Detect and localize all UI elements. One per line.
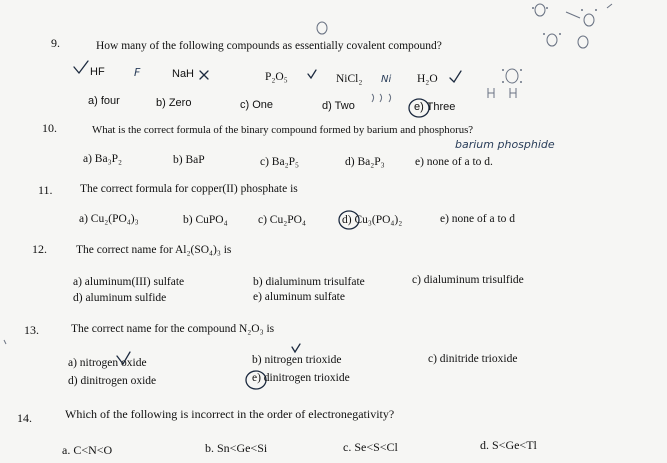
option-9a: a) four <box>88 95 120 107</box>
option-13b: b) nitrogen trioxide <box>252 354 342 366</box>
option-14b: b. Sn<Ge<Si <box>205 441 268 455</box>
option-13d: d) dinitrogen oxide <box>68 375 157 387</box>
handwritten-f: F <box>134 66 141 79</box>
option-12a: a) aluminum(III) sulfate <box>73 276 185 288</box>
option-9c: c) One <box>240 99 274 111</box>
compound-nah: NaH <box>172 68 195 80</box>
question-14-number: 14. <box>17 411 32 425</box>
option-9b: b) Zero <box>156 97 192 109</box>
question-10-prompt: What is the correct formula of the binary compound formed by barium and phosphorus? <box>92 124 474 136</box>
question-9-number: 9. <box>51 36 60 50</box>
question-13-number: 13. <box>24 323 39 337</box>
question-14-prompt: Which of the following is incorrect in the order of electronegativity? <box>65 407 395 421</box>
compound-nicl2: NiCl₂ <box>336 73 363 85</box>
option-10a: a) Ba₃P₂ <box>83 153 122 165</box>
option-14d: d. S<Ge<Tl <box>480 438 537 452</box>
compound-hf: HF <box>90 66 105 78</box>
question-9-prompt: How many of the following compounds as essentially covalent compound? <box>96 40 442 52</box>
option-11b: b) CuPO₄ <box>183 214 228 226</box>
option-13c: c) dinitride trioxide <box>428 353 518 365</box>
option-14a: a. C<N<O <box>62 443 113 457</box>
question-10-number: 10. <box>42 121 57 135</box>
option-11a: a) Cu₂(PO₄)₃ <box>79 213 139 225</box>
option-9e: e) Three <box>414 101 456 113</box>
option-9d: d) Two <box>322 100 355 112</box>
option-14c: c. Se<S<Cl <box>343 440 398 454</box>
question-13-prompt: The correct name for the compound N₂O₃ is <box>71 323 275 335</box>
handwritten-barium-phosphide: barium phosphide <box>455 138 555 151</box>
question-12-number: 12. <box>32 242 47 256</box>
option-10c: c) Ba₂P₅ <box>260 156 299 168</box>
option-10d: d) Ba₂P₃ <box>345 156 385 168</box>
option-12e: e) aluminum sulfate <box>253 291 345 303</box>
compound-p2o5: P₂O₅ <box>265 71 288 83</box>
option-12d: d) aluminum sulfide <box>73 292 167 304</box>
handwritten-ni: Ni <box>381 74 392 85</box>
question-11-number: 11. <box>38 183 53 197</box>
option-10e: e) none of a to d. <box>415 156 493 168</box>
option-13e: e) dinitrogen trioxide <box>252 372 350 384</box>
option-11d: d) Cu₃(PO₄)₂ <box>342 214 403 226</box>
option-13a: a) nitrogen oxide <box>68 357 147 369</box>
option-12b: b) dialuminum trisulfate <box>253 276 365 288</box>
question-12-prompt: The correct name for Al₂(SO₄)₃ is <box>76 244 232 256</box>
compound-h2o: H₂O <box>417 73 438 85</box>
option-11e: e) none of a to d <box>440 213 516 225</box>
question-11-prompt: The correct formula for copper(II) phosphate is <box>80 183 298 195</box>
option-11c: c) Cu₂PO₄ <box>258 214 306 226</box>
option-12c: c) dialuminum trisulfide <box>412 274 524 286</box>
option-10b: b) BaP <box>173 154 205 166</box>
